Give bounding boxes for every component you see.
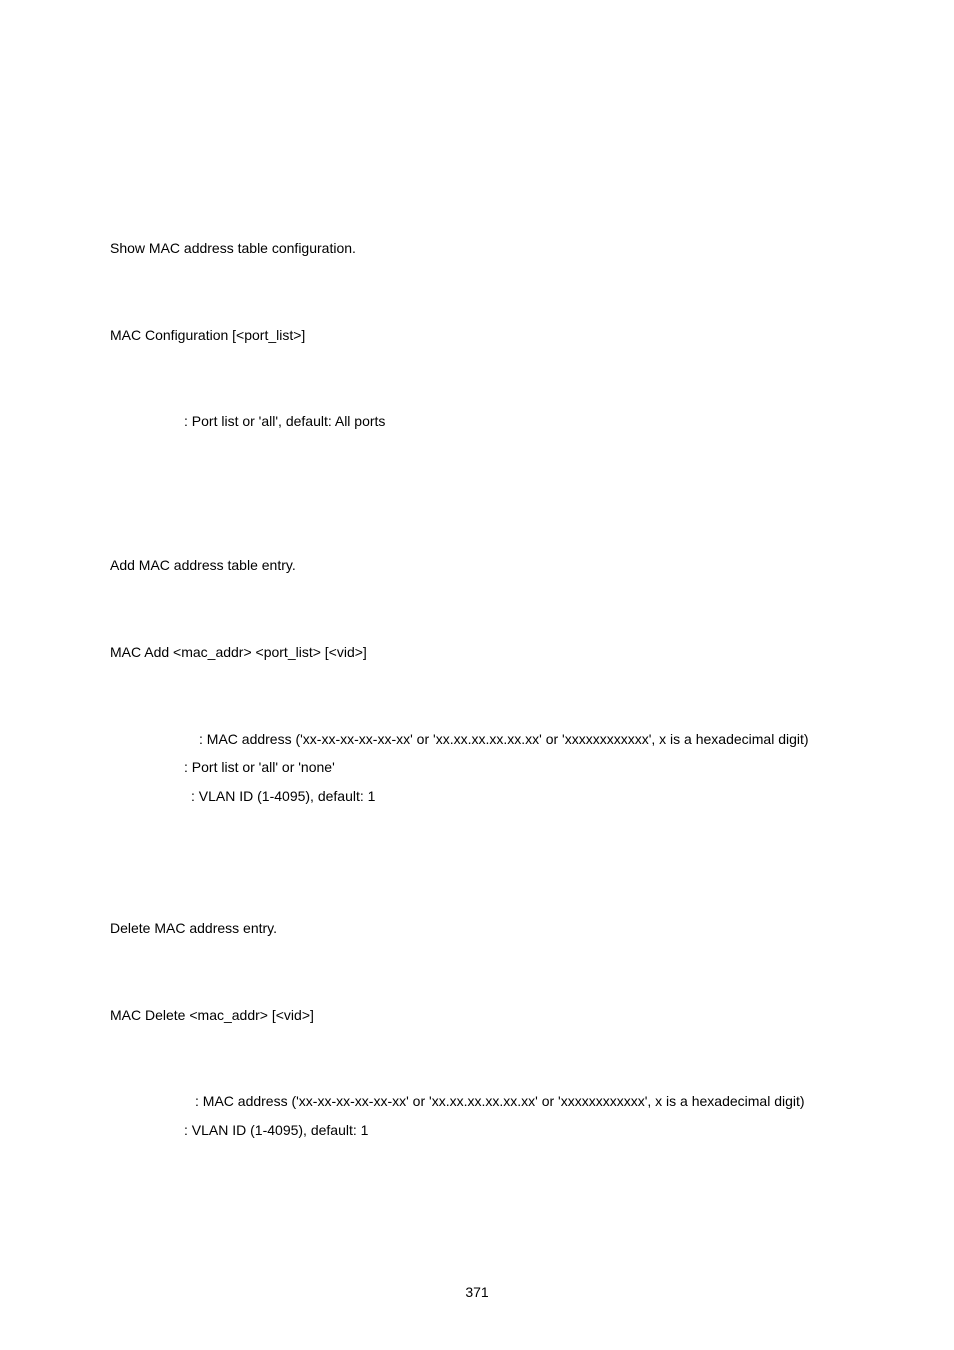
section-3-description: Delete MAC address entry. — [110, 920, 278, 936]
section-3-syntax: MAC Delete <mac_addr> [<vid>] — [110, 1007, 314, 1023]
section-3-param-mac-addr: : MAC address ('xx-xx-xx-xx-xx-xx' or 'xx.xx.xx.xx.xx.xx' or 'xxxxxxxxxxxx', x is a hexadecimal digit) — [195, 1093, 805, 1109]
section-2-syntax: MAC Add <mac_addr> <port_list> [<vid>] — [110, 644, 367, 660]
section-2-param-port-list: : Port list or 'all' or 'none' — [184, 759, 335, 775]
section-2-param-mac-addr: : MAC address ('xx-xx-xx-xx-xx-xx' or 'xx.xx.xx.xx.xx.xx' or 'xxxxxxxxxxxx', x is a hexadecimal digit) — [199, 731, 809, 747]
section-2-description: Add MAC address table entry. — [110, 557, 296, 573]
section-1-description: Show MAC address table configuration. — [110, 240, 356, 256]
section-3-param-vid: : VLAN ID (1-4095), default: 1 — [184, 1122, 369, 1138]
section-1-syntax: MAC Configuration [<port_list>] — [110, 327, 306, 343]
section-1-param-port-list: : Port list or 'all', default: All ports — [184, 413, 386, 429]
page-number: 371 — [465, 1284, 489, 1300]
section-2-param-vid: : VLAN ID (1-4095), default: 1 — [191, 788, 376, 804]
